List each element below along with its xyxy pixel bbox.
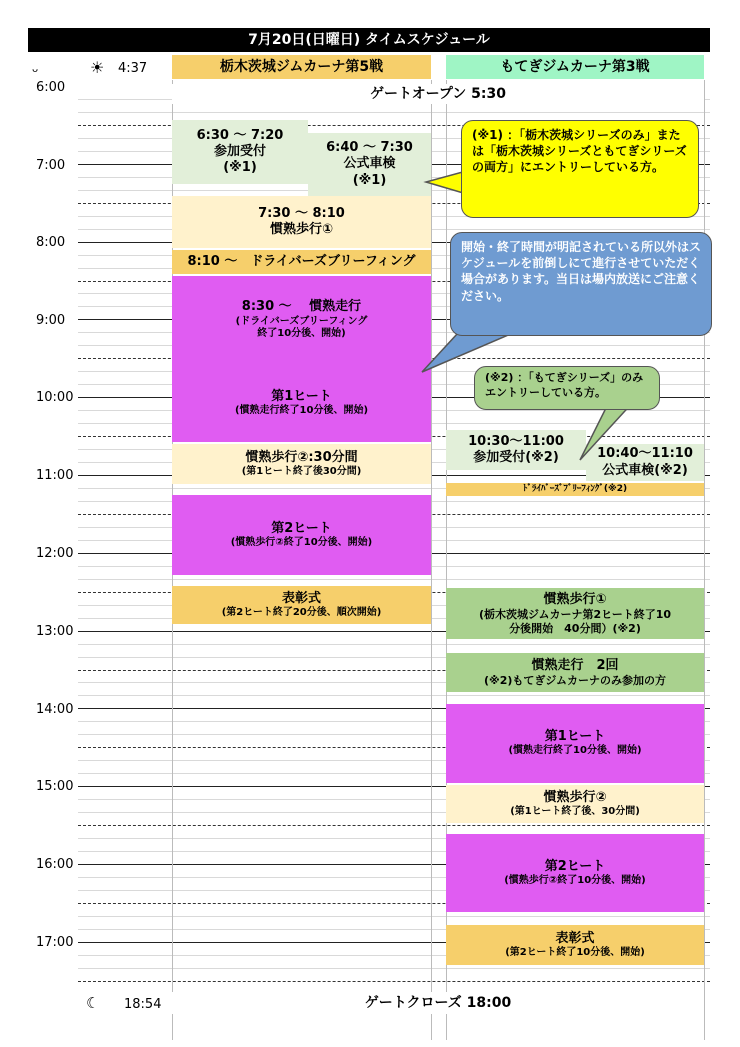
event-title: 慣熟歩行②:30分間	[245, 449, 358, 465]
event-title: 参加受付	[213, 143, 266, 159]
event-note: 終了10分後、開始)	[257, 328, 346, 340]
callout-note2	[474, 366, 660, 410]
hour-label: 15:00	[36, 779, 74, 794]
event-title: 慣熟走行 2回	[531, 657, 619, 673]
hour-label: 9:00	[36, 313, 66, 328]
event-title: ﾄﾞﾗｲﾊﾞｰｽﾞﾌﾞﾘｰﾌｨﾝｸﾞ(※2)	[522, 483, 628, 494]
hour-label: 7:00	[36, 158, 66, 173]
callout-note2-text: (※2) ：「もてぎシリーズ」のみエントリーしている方。	[485, 371, 644, 399]
event-note: (第1ヒート終了後、30分間)	[510, 805, 640, 817]
event-title: 公式車検	[343, 156, 396, 172]
gate-close-label: ゲートクローズ 18:00	[364, 995, 512, 1011]
event-note: (第1ヒート終了後30分間)	[241, 465, 362, 477]
event-time: 10:40～11:10	[597, 446, 693, 462]
event-title: 表彰式	[555, 930, 595, 946]
scroll-mark: ᴗ	[32, 64, 39, 75]
gate-open-label: ゲートオープン 5:30	[369, 86, 507, 102]
event-title: 表彰式	[281, 590, 321, 606]
callout-note1	[461, 120, 699, 218]
event-note: (ドライバーズブリーフィング	[235, 315, 368, 327]
sunset-time: 18:54	[124, 997, 162, 1012]
hour-label: 14:00	[36, 702, 74, 717]
page-title: 7月20日(日曜日) タイムスケジュール	[28, 28, 710, 52]
event-title: 公式車検(※2)	[602, 462, 688, 478]
event-time: 6:40 ～ 7:30	[326, 140, 413, 156]
event-title: 第1ヒート	[271, 388, 332, 404]
event-note: (慣熟歩行②終了10分後、開始)	[504, 874, 646, 886]
event-note: (第2ヒート終了10分後、開始)	[505, 946, 645, 958]
event-title: 第2ヒート	[271, 520, 332, 536]
event-time: 7:30 ～ 8:10	[258, 205, 345, 221]
event-note: (※2)もてぎジムカーナのみ参加の方	[484, 673, 666, 687]
event-note: (第2ヒート終了20分後、順次開始)	[221, 606, 382, 618]
event-title: 慣熟歩行②	[543, 789, 607, 805]
hour-label: 16:00	[36, 857, 74, 872]
event-note: 分後開始 40分間）(※2)	[509, 621, 641, 635]
event-note: (慣熟走行終了10分後、開始)	[234, 404, 369, 416]
event-title: 第2ヒート	[544, 858, 606, 874]
event-note: (※1)	[352, 172, 387, 188]
hour-label: 11:00	[36, 468, 74, 483]
event-note: (慣熟走行終了10分後、開始)	[508, 745, 642, 757]
event-note: (慣熟歩行②終了10分後、開始)	[230, 536, 373, 548]
sun-icon: ☀	[90, 58, 105, 77]
hour-label: 12:00	[36, 546, 74, 561]
moon-icon: ☾	[86, 994, 100, 1012]
sunrise-time: 4:37	[118, 61, 148, 76]
column-header-left: 栃木茨城ジムカーナ第5戦	[172, 55, 431, 79]
event-note: (※1)	[223, 160, 257, 176]
event-time: 10:30～11:00	[468, 433, 564, 449]
event-title: 慣熟歩行①	[269, 222, 333, 237]
hour-label: 17:00	[36, 935, 74, 950]
event-title: 8:10 ～ ドライバーズブリーフィング	[187, 253, 416, 269]
event-note: (栃木茨城ジムカーナ第2ヒート終了10	[478, 607, 672, 621]
event-time: 6:30 ～ 7:20	[196, 127, 284, 143]
hour-label: 8:00	[36, 235, 66, 250]
event-title: 第1ヒート	[544, 729, 606, 745]
hour-label: 6:00	[36, 80, 66, 95]
event-title: 8:30 ～ 慣熟走行	[241, 299, 362, 315]
gate-close	[172, 992, 704, 1014]
hour-label: 13:00	[36, 624, 74, 639]
event-title: 慣熟歩行①	[543, 591, 607, 607]
callout-notice-text: 開始・終了時間が明記されている所以外はスケジュールを前倒しにて進行させていただく場合があります。当日は場内放送にご注意ください。	[461, 240, 702, 303]
callout-notice	[450, 232, 712, 336]
callout-note1-text: (※1) ：「栃木茨城シリーズのみ」または「栃木茨城シリーズともてぎシリーズの両方」にエントリーしている方。	[472, 128, 687, 175]
hour-label: 10:00	[36, 390, 74, 405]
column-header-right: もてぎジムカーナ第3戦	[446, 55, 704, 79]
event-title: 参加受付(※2)	[473, 450, 559, 465]
